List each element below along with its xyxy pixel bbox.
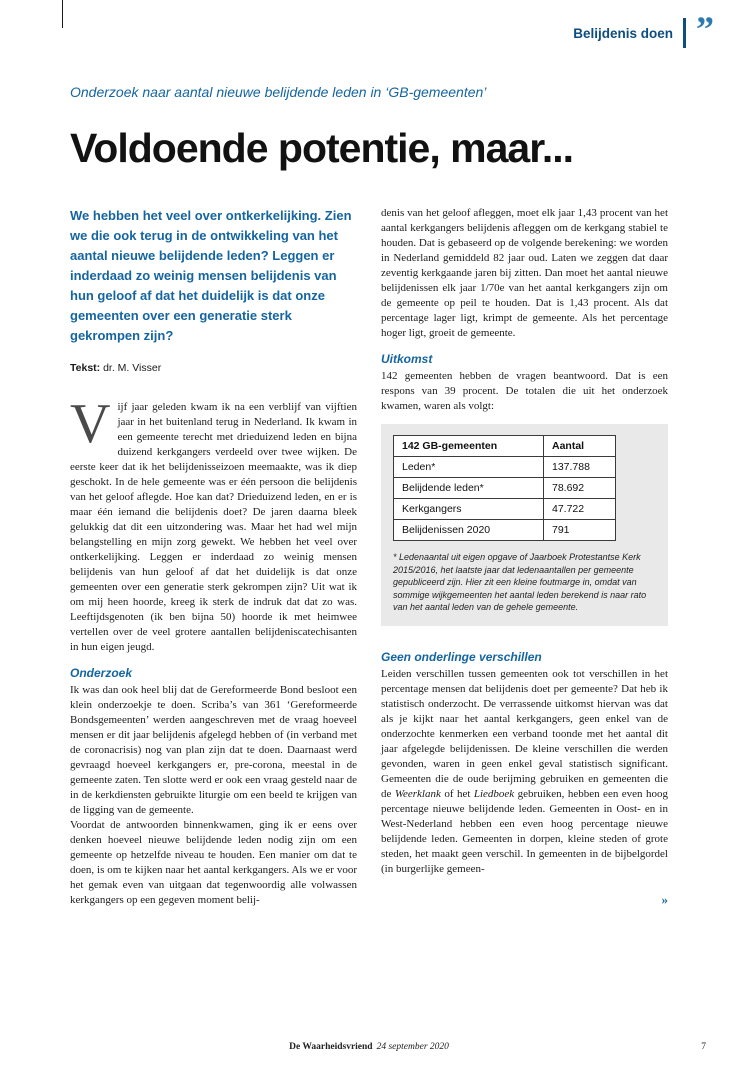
- table-footnote: * Ledenaantal uit eigen opgave of Jaarboek Protestantse Kerk 2015/2016, het laatste jaar dat ledenaantallen per gemeente gepubliceerd zijn. Hier zit een kleine foutmarge in, omdat van sommige wijkgemeenten het aantal leden berekend is naar rato van het aantal leden van de gehele gemeente.: [393, 552, 647, 612]
- section-label: Belijdenis doen: [573, 25, 673, 41]
- table-row: [394, 499, 616, 520]
- table-row: [394, 520, 616, 541]
- article-body: [70, 206, 668, 908]
- section-heading-verschillen: Geen onderlinge verschillen: [381, 649, 542, 664]
- magazine-name: De Waarheidsvriend: [289, 1042, 373, 1052]
- page-footer: [0, 1042, 738, 1052]
- article-intro: We hebben het veel over ontkerkelijking. Zien we die ook terug in de ontwikkeling van het aantal nieuwe belijdende leden? Leggen er inderdaad zo weinig mensen belijdenis van hun geloof af dat het duidelijk is dat onze gemeenten over een generatie sterk gekrompen zijn?: [70, 208, 352, 343]
- body-paragraph: 142 gemeenten hebben de vragen beantwoord. Dat is een respons van 39 procent. De totalen die uit het onderzoek kwamen, waren als volgt:: [381, 370, 668, 412]
- continuation-icon: »: [661, 892, 668, 907]
- body-paragraph: Ik was dan ook heel blij dat de Gereformeerde Bond besloot een klein onderzoekje te doen. Scriba’s van 361 ‘Gereformeerde Bondsgemeenten’ werden aangeschreven met de vraag hoeveel mensen er dit jaar belijdenis afgelegd hebben of (in verband met de coronacrisis) nog van plan zijn dat te doen. Daarnaast werd gevraagd hoeveel kerkgangers er, pre-corona, meestal in de gemeente zaten. Ten slotte werd er ook een vraag gesteld naar de in de kerkdiensten gebruikte liturgie om een beeld te krijgen van de ligging van de gemeente.: [70, 684, 357, 816]
- table-cell-label: Belijdenissen 2020: [394, 520, 544, 541]
- byline-label: Tekst:: [70, 362, 101, 374]
- section-heading-onderzoek: Onderzoek: [70, 666, 133, 680]
- column-right: [381, 206, 668, 908]
- work-title: Weerklank: [394, 787, 441, 800]
- results-table-panel: [381, 424, 668, 626]
- table-header-cell: Aantal: [544, 436, 616, 457]
- paragraph-segment: of het: [440, 787, 474, 800]
- byline-name: dr. M. Visser: [100, 362, 162, 374]
- crop-mark: [62, 0, 63, 28]
- quote-icon: ”: [696, 9, 714, 49]
- table-row: [394, 478, 616, 499]
- byline: [70, 362, 357, 374]
- article-kicker: Onderzoek naar aantal nieuwe belijdende leden in ‘GB-gemeenten’: [70, 84, 487, 100]
- column-left: [70, 206, 357, 908]
- table-cell-value: 137.788: [544, 457, 616, 478]
- table-cell-value: 47.722: [544, 499, 616, 520]
- table-row: [394, 457, 616, 478]
- left-body-text: [70, 393, 357, 908]
- table-header-row: [394, 436, 616, 457]
- issue-date: 24 september 2020: [376, 1042, 449, 1052]
- table-cell-value: 78.692: [544, 478, 616, 499]
- table-cell-value: 791: [544, 520, 616, 541]
- body-paragraph: Vijf jaar geleden kwam ik na een verblijf van vijftien jaar in het buitenland terug in Nederland. Ik kwam in een gemeente terecht met drieduizend leden en bijna duizend kerkgangers verdeeld over twee wijken. De eerste keer dat ik het belijdenisseizoen meemaakte, was ik diep geschokt. In de hele gemeente was er één persoon die belijdenis van het geloof aflegde. Hoe kan dat? Drieduizend leden, en er is maar één iemand die belijdenis doet? De jaren daarna bleek gelukkig dat dit een uitzondering was. Maar het had wel mijn belangstelling en mijn zorg gewekt. We hebben het veel over ontkerkelijking. Leggen er inderdaad zo weinig mensen belijdenis van hun geloof af dat het duidelijk is dat onze gemeenten over een generatie sterk gekrompen zijn? Uit wat ik om mij heen hoorde, kreeg ik sterk de indruk dat dat zo was. Leeftijdsgenoten (ik ben bijna 50) hoorde ik met heimwee vertellen over de veel grotere aantallen belijdeniscatechisanten in hun eigen jeugd.: [70, 393, 357, 653]
- section-heading-uitkomst: Uitkomst: [381, 352, 433, 366]
- results-table: [393, 435, 616, 541]
- article-title: Voldoende potentie, maar...: [70, 125, 574, 171]
- masthead-divider: [683, 18, 686, 48]
- table-header-cell: 142 GB-gemeenten: [394, 436, 544, 457]
- page-number: 7: [701, 1042, 706, 1052]
- paragraph-segment: gebruiken, hebben een even hoog percentage nieuwe belijdende leden. Gemeenten in Oost- en in West-Nederland hebben een even hoog percentage nieuwe belijdende leden. Gemeenten in dorpen, kleine steden of grote steden, het maakt geen verschil. In gemeenten in de bijbelgordel (in burgerlijke gemeen-: [381, 787, 668, 875]
- table-cell-label: Leden*: [394, 457, 544, 478]
- table-cell-label: Kerkgangers: [394, 499, 544, 520]
- body-paragraph: [381, 667, 668, 877]
- table-cell-label: Belijdende leden*: [394, 478, 544, 499]
- masthead: [573, 9, 714, 49]
- body-paragraph: Voordat de antwoorden binnenkwamen, ging ik er eens over denken hoeveel nieuwe belijdende leden nodig zijn om een gemeente op hetzelfde niveau te houden. Een manier om dat te doen, is om te kijken naar het aantal kerkgangers. Als we er voor het gemak even van uitgaan dat tegenwoordig alle volwassen kerkgangers op een gegeven moment belij-: [70, 819, 357, 906]
- body-paragraph: denis van het geloof afleggen, moet elk jaar 1,43 procent van het aantal kerkgangers belijdenis afleggen om de kerkgang stabiel te houden. Dat is gebaseerd op de volgende berekening: we worden in Nederland gemiddeld 82 jaar oud. Laten we zeggen dat daar zeventig kerkgaande jaren bij zitten. Dan moet het aantal nieuwe belijdenissen elk jaar 1/70e van het aantal kerkgangers zijn om de gemeente op peil te houden. Dat is 1,43 procent. Als dat percentage lager ligt, krimpt de gemeente. Als het percentage hoger ligt, groeit de gemeente.: [381, 207, 668, 339]
- work-title: Liedboek: [473, 787, 515, 800]
- paragraph-segment: Leiden verschillen tussen gemeenten ook tot verschillen in het percentage mensen dat belijdenis doet per gemeente? Dat heb ik statistisch onderzocht. De verrassende uitkomst hiervan was dat als je kijkt naar het aantal kerkgangers, geen enkel van de onderzochte kenmerken een verband toonde met het aantal dit jaar afgelegde belijdenissen. De kleine verschillen die werden gevonden, waren in geen enkel geval statistisch significant. Gemeenten die de oude berijming gebruiken en gemeenten die de: [381, 667, 668, 800]
